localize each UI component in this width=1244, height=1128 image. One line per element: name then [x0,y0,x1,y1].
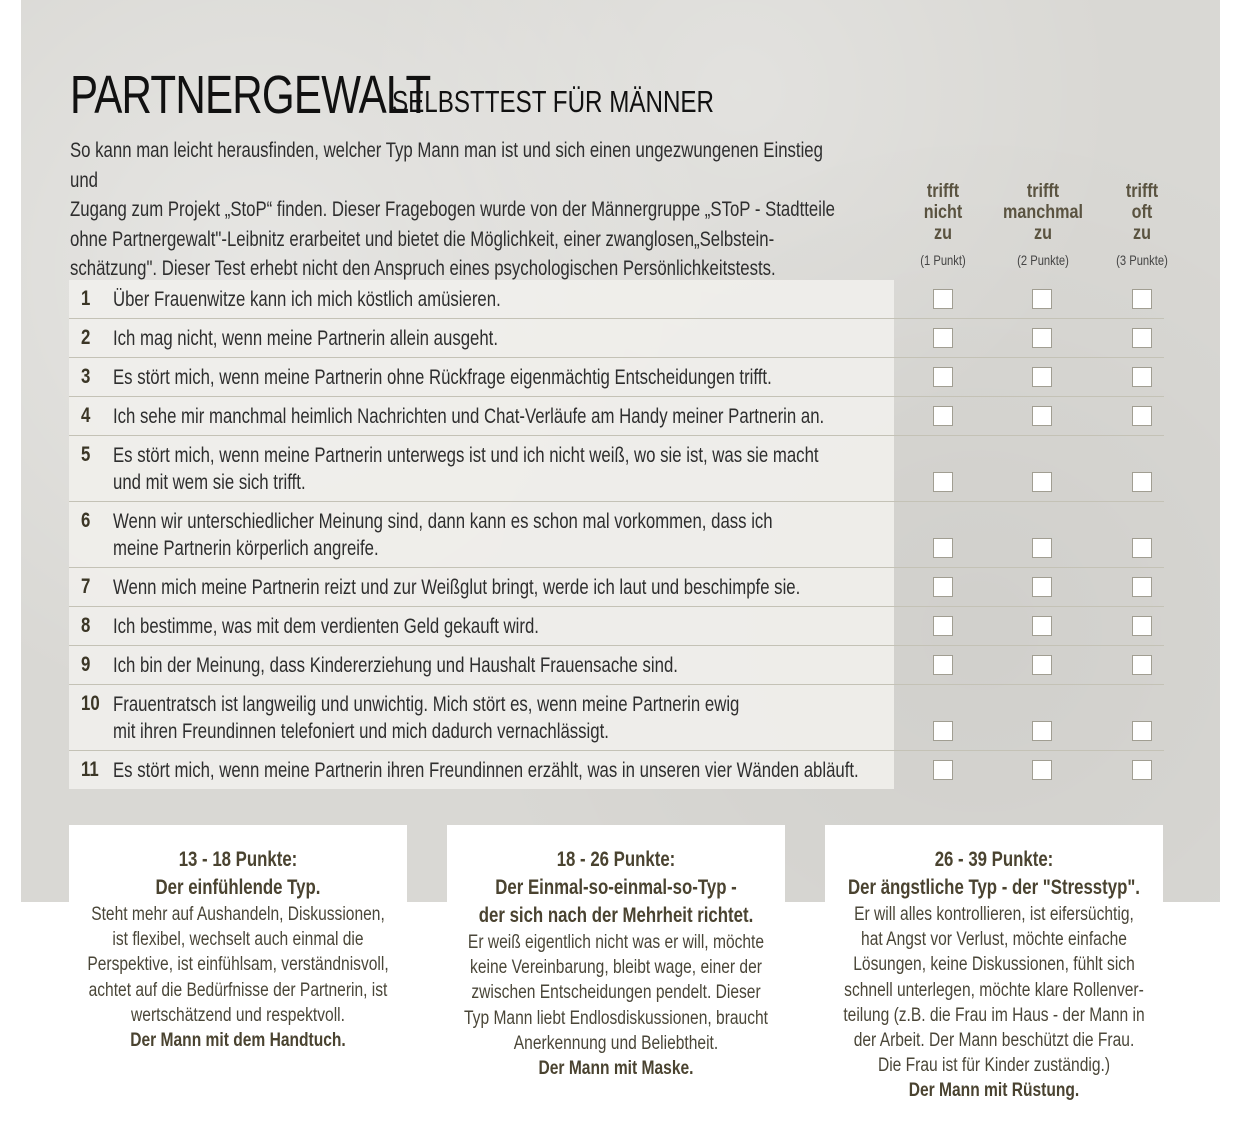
question-number: 8 [81,614,91,637]
checkbox-trifft-oft-zu[interactable] [1132,538,1152,558]
question-line: Wenn wir unterschiedlicher Meinung sind, dann kann es schon mal vorkommen, dass ich [113,509,773,533]
result-type: der sich nach der Mehrheit richtet. [478,904,754,927]
checkbox-trifft-manchmal-zu[interactable] [1032,577,1052,597]
checkbox-trifft-manchmal-zu[interactable] [1032,289,1052,309]
intro-line: So kann man leicht herausfinden, welcher Typ Mann man ist und sich einen ungezwungenen Einstieg und [70,138,823,192]
result-range: 26 - 39 Punkte: [934,848,1054,871]
checkbox-trifft-nicht-zu[interactable] [933,289,953,309]
result-box-13-18 [69,825,407,1128]
question-line: mit ihren Freundinnen telefoniert und mich dadurch vernachlässigt. [113,719,609,743]
question-row-1 [69,280,1164,319]
column-header-trifft-manchmal-zu [993,181,1093,271]
question-text [113,757,893,784]
column-header-line: nicht [923,202,963,223]
checkbox-trifft-manchmal-zu[interactable] [1032,328,1052,348]
intro-line: schätzung". Dieser Test erhebt nicht den Anspruch eines psychologischen Persönlichkeitstests. [70,256,776,280]
question-number: 5 [81,443,91,466]
question-line: Über Frauenwitze kann ich mich köstlich amüsieren. [113,287,501,311]
question-text [113,442,893,496]
checkbox-trifft-oft-zu[interactable] [1132,406,1152,426]
question-row-11 [69,751,1164,789]
questionnaire-table [69,280,1164,789]
question-number: 6 [81,509,91,532]
column-points: (2 Punkte) [1017,252,1069,268]
checkbox-trifft-manchmal-zu[interactable] [1032,472,1052,492]
column-points: (3 Punkte) [1116,252,1168,268]
question-number: 7 [81,575,91,598]
checkbox-trifft-manchmal-zu[interactable] [1032,760,1052,780]
result-body-line: wertschätzend und respektvoll. [131,1004,345,1026]
checkbox-trifft-manchmal-zu[interactable] [1032,406,1052,426]
title-subtitle: SELBSTTEST FÜR MÄNNER [392,84,715,119]
checkbox-trifft-nicht-zu[interactable] [933,616,953,636]
result-body-line: Er weiß eigentlich nicht was er will, möchte [467,932,765,953]
column-header-line: trifft [1125,181,1159,202]
question-text [113,652,893,679]
checkbox-trifft-oft-zu[interactable] [1132,760,1152,780]
question-number: 3 [81,365,91,388]
checkbox-trifft-nicht-zu[interactable] [933,367,953,387]
column-header-line: trifft [926,181,960,202]
checkbox-trifft-manchmal-zu[interactable] [1032,367,1052,387]
checkbox-trifft-nicht-zu[interactable] [933,472,953,492]
question-number: 9 [81,653,91,676]
question-row-6 [69,502,1164,568]
checkbox-trifft-oft-zu[interactable] [1132,655,1152,675]
column-header-line: oft [1131,202,1153,223]
question-row-3 [69,358,1164,397]
result-type: Der einfühlende Typ. [155,876,321,899]
result-range: 18 - 26 Punkte: [556,848,676,871]
question-row-7 [69,568,1164,607]
question-number: 10 [81,692,100,715]
question-row-4 [69,397,1164,436]
question-row-8 [69,607,1164,646]
question-text [113,508,893,562]
question-row-10 [69,685,1164,751]
checkbox-trifft-nicht-zu[interactable] [933,760,953,780]
result-body-line: Typ Mann liebt Endlosdiskussionen, braucht [464,1007,768,1029]
checkbox-trifft-nicht-zu[interactable] [933,538,953,558]
checkbox-trifft-nicht-zu[interactable] [933,721,953,741]
question-text [113,325,893,352]
result-range: 13 - 18 Punkte: [178,848,298,871]
result-type: Der Einmal-so-einmal-so-Typ - [495,876,737,899]
result-body-line: achtet auf die Bedürfnisse der Partnerin, ist [88,979,388,1001]
checkbox-trifft-oft-zu[interactable] [1132,616,1152,636]
result-box-26-39 [825,825,1163,1128]
question-line: Ich mag nicht, wenn meine Partnerin allein ausgeht. [113,326,499,350]
question-text [113,613,893,640]
question-line: meine Partnerin körperlich angreife. [113,536,379,560]
intro-line: ohne Partnergewalt"-Leibnitz erarbeitet und bietet die Möglichkeit, einer zwanglosen„Selbstein- [70,226,775,251]
question-text [113,364,893,391]
checkbox-trifft-oft-zu[interactable] [1132,472,1152,492]
question-text [113,286,893,313]
question-line: Es stört mich, wenn meine Partnerin ohne Rückfrage eigenmächtig Entscheidungen trifft. [113,365,772,389]
result-body-line: Lösungen, keine Diskussionen, fühlt sich [853,954,1135,976]
column-header-trifft-oft-zu [1092,181,1192,271]
title-main: PARTNERGEWALT [70,65,431,125]
question-line: Ich bin der Meinung, dass Kindererziehung und Haushalt Frauensache sind. [113,653,678,677]
checkbox-trifft-nicht-zu[interactable] [933,655,953,675]
result-body-line: Anerkennung und Beliebtheit. [513,1032,719,1054]
question-number: 11 [81,758,99,781]
question-line: und mit wem sie sich trifft. [113,470,306,494]
question-text [113,574,893,601]
checkbox-trifft-oft-zu[interactable] [1132,577,1152,597]
checkbox-trifft-nicht-zu[interactable] [933,328,953,348]
result-body-line: Die Frau ist für Kinder zuständig.) [877,1055,1111,1077]
result-box-18-26 [447,825,785,1128]
question-text [113,691,893,745]
result-tagline: Der Mann mit Maske. [538,1058,694,1080]
column-header-line: trifft [1026,181,1060,202]
checkbox-trifft-oft-zu[interactable] [1132,721,1152,741]
column-header-line: zu [1034,223,1052,244]
result-body-line: zwischen Entscheidungen pendelt. Dieser [471,982,761,1004]
question-row-5 [69,436,1164,502]
question-line: Ich bestimme, was mit dem verdienten Geld gekauft wird. [113,614,539,638]
result-tagline: Der Mann mit Rüstung. [908,1080,1080,1102]
column-header-line: manchmal [1003,202,1083,223]
column-header-line: zu [934,223,952,244]
result-body-line: keine Vereinbarung, bleibt wage, einer der [470,957,762,979]
question-line: Frauentratsch ist langweilig und unwichtig. Mich stört es, wenn meine Partnerin ewig [113,692,740,716]
result-type: Der ängstliche Typ - der "Stresstyp". [848,876,1140,899]
checkbox-trifft-manchmal-zu[interactable] [1032,616,1052,636]
result-body-line: ist flexibel, wechselt auch einmal die [112,929,364,951]
column-points: (1 Punkt) [920,252,966,268]
question-text [113,403,893,430]
checkbox-trifft-oft-zu[interactable] [1132,367,1152,387]
column-header-trifft-nicht-zu [893,181,993,271]
result-body-line: hat Angst vor Verlust, möchte einfache [861,929,1127,951]
question-line: Ich sehe mir manchmal heimlich Nachrichten und Chat-Verläufe am Handy meiner Partnerin an. [113,404,825,428]
question-number: 2 [81,326,91,349]
checkbox-trifft-manchmal-zu[interactable] [1032,721,1052,741]
checkbox-trifft-manchmal-zu[interactable] [1032,655,1052,675]
result-body-line: Er will alles kontrollieren, ist eifersüchtig, [854,904,1134,925]
column-header-line: zu [1133,223,1151,244]
checkbox-trifft-nicht-zu[interactable] [933,406,953,426]
result-body-line: Steht mehr auf Aushandeln, Diskussionen, [91,904,385,925]
checkbox-trifft-nicht-zu[interactable] [933,577,953,597]
question-row-9 [69,646,1164,685]
intro-line: Zugang zum Projekt „StoP“ finden. Dieser Fragebogen wurde von der Männergruppe „SToP - Stadtteile [70,197,836,221]
question-number: 4 [81,404,91,427]
checkbox-trifft-oft-zu[interactable] [1132,328,1152,348]
question-line: Wenn mich meine Partnerin reizt und zur Weißglut bringt, werde ich laut und beschimpfe sie. [113,575,801,599]
result-body-line: teilung (z.B. die Frau im Haus - der Mann in [843,1004,1145,1026]
result-body-line: Perspektive, ist einfühlsam, verständnisvoll, [87,954,389,976]
result-body-line: schnell unterlegen, möchte klare Rollenver- [844,979,1144,1001]
checkbox-trifft-manchmal-zu[interactable] [1032,538,1052,558]
result-tagline: Der Mann mit dem Handtuch. [130,1030,346,1052]
question-line: Es stört mich, wenn meine Partnerin ihren Freundinnen erzählt, was in unseren vier Wänden abläuft. [113,758,859,782]
intro-paragraph [70,136,850,284]
result-body-line: der Arbeit. Der Mann beschützt die Frau. [853,1030,1135,1052]
question-number: 1 [81,287,91,310]
question-line: Es stört mich, wenn meine Partnerin unterwegs ist und ich nicht weiß, wo sie ist, was sie macht [113,443,819,467]
question-row-2 [69,319,1164,358]
checkbox-trifft-oft-zu[interactable] [1132,289,1152,309]
